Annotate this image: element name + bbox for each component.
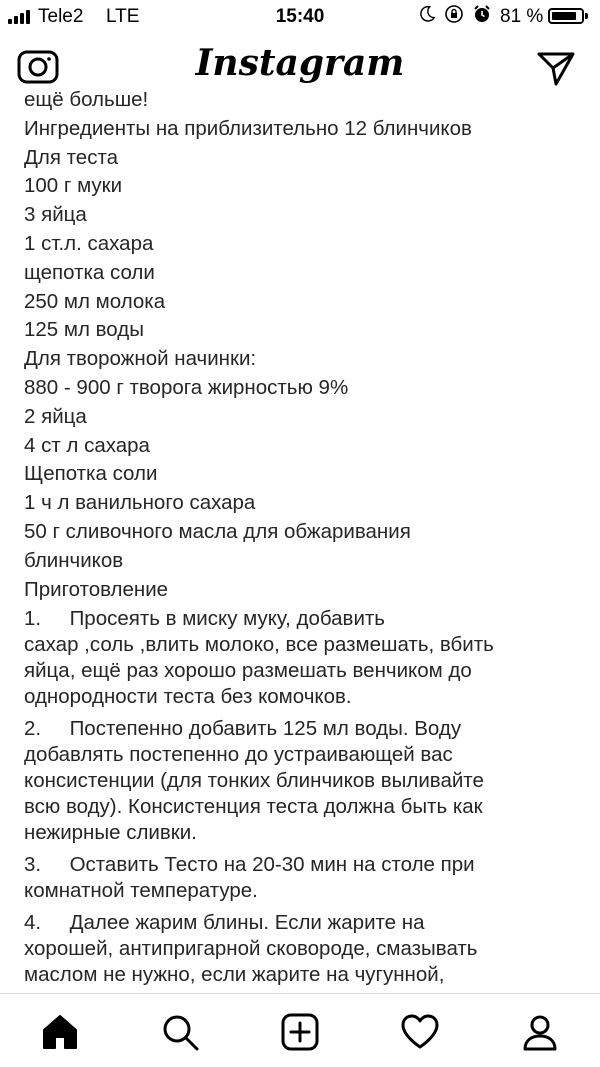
step-line: однородности теста без комочков. [24,685,352,709]
step-line: хорошей, антипригарной сковороде, смазывать [24,937,478,961]
moon-icon [418,5,436,23]
step-line: добавлять постепенно до устраивающей вас [24,743,453,767]
activity-icon [400,1012,440,1052]
caption-line: 3 яйца [24,203,87,227]
battery-percent: 81 % [500,6,544,27]
step-line: маслом не нужно, если жарите на чугунной, [24,963,445,987]
recipe-step [24,606,584,710]
search-icon [160,1012,200,1052]
caption-line: Для творожной начинки: [24,347,257,371]
tab-activity[interactable] [400,1012,440,1052]
recipe-step [24,852,584,904]
caption-line: щепотка соли [24,260,155,284]
status-icons [418,4,492,24]
tab-home[interactable] [40,1012,80,1052]
step-line: консистенции (для тонких блинчиков выливайте [24,769,484,793]
caption-line: 1 ч л ванильного сахара [24,491,256,515]
step-line: 3. Оставить Тесто на 20-30 мин на столе при [24,853,475,877]
alarm-icon [472,4,492,24]
orientation-lock-icon [444,4,464,24]
step-line: 2. Постепенно добавить 125 мл воды. Воду [24,717,462,741]
step-line: 1. Просеять в миску муку, добавить [24,607,385,631]
caption-line: 2 яйца [24,404,87,428]
caption-line: Щепотка соли [24,462,158,486]
caption-line: 50 г сливочного масла для обжаривания [24,519,411,543]
caption-line: 4 ст л сахара [24,433,150,457]
caption-line: Приготовление [24,577,169,601]
caption-text [24,86,584,1014]
step-line: всю воду). Консистенция теста должна быть как [24,795,483,819]
caption-line: Для теста [24,145,119,169]
home-icon [40,1012,80,1052]
profile-icon [520,1012,560,1052]
step-line: сахар ,соль ,влить молоко, все размешать, вбить [24,633,494,657]
caption-line: 125 мл воды [24,318,144,342]
post-caption-area[interactable] [0,88,600,993]
caption-line: 250 мл молока [24,289,166,313]
caption-line: Ингредиенты на приблизительно 12 блинчиков [24,116,472,140]
step-line: комнатной температуре. [24,879,258,903]
instagram-logo: Instagram [195,42,405,84]
new-post-icon [280,1012,320,1052]
step-line: 4. Далее жарим блины. Если жарите на [24,911,425,935]
direct-messages-button[interactable] [536,48,576,88]
status-time: 15:40 [275,6,325,27]
direct-send-icon [536,48,576,88]
carrier-name: Tele2 [38,6,84,27]
tab-profile[interactable] [520,1012,560,1052]
recipe-step [24,716,584,846]
status-bar [0,0,600,34]
tab-new-post[interactable] [280,1012,320,1052]
network-type: LTE [106,6,140,27]
tab-search[interactable] [160,1012,200,1052]
step-line: яйца, ещё раз хорошо размешать венчиком до [24,659,472,683]
caption-line: 1 ст.л. сахара [24,231,154,255]
caption-line: ещё больше! [24,88,149,111]
step-line: нежирные сливки. [24,821,197,845]
bottom-tab-bar [0,993,600,1067]
caption-line: блинчиков [24,548,124,572]
caption-line: 880 - 900 г творога жирностью 9% [24,375,349,399]
caption-line: 100 г муки [24,174,123,198]
battery-icon [548,8,584,24]
